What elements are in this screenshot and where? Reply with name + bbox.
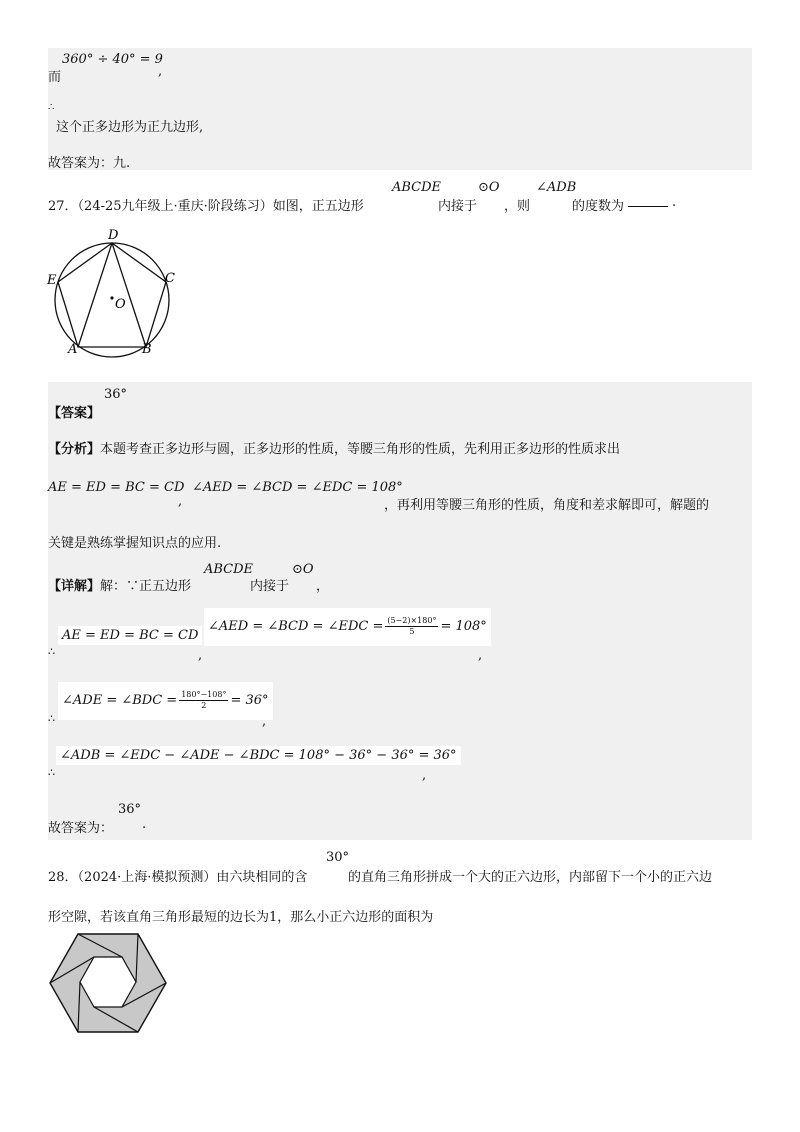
- label-e: E: [47, 273, 57, 288]
- detail-circle-o: ⊙O: [292, 562, 314, 577]
- step2-fraction: [179, 690, 228, 711]
- step1-comma: ,: [198, 648, 203, 663]
- detail-paragraph: [48, 575, 191, 594]
- answer-label: 【答案】: [48, 406, 101, 421]
- label-b: B: [142, 342, 152, 357]
- step3-comma: ,: [422, 768, 427, 783]
- segment-da: [78, 243, 112, 347]
- analysis-eq-sides: AE = ED = BC = CD: [48, 480, 185, 495]
- analysis-paragraph: [48, 438, 620, 457]
- q27-prefix: 27．（24-25九年级上·重庆·阶段练习）如图，正五边形: [48, 199, 364, 214]
- step1-numerator: (5−2)×180°: [387, 616, 437, 625]
- analysis-end: 关键是熟练掌握知识点的应用.: [48, 536, 222, 551]
- label-a: A: [68, 342, 78, 357]
- q28-prefix: 28．（2024·上海·模拟预测）由六块相同的含: [48, 870, 308, 885]
- step1-angle-formula: [204, 608, 491, 646]
- step1-end-comma: ,: [478, 648, 483, 663]
- step1-fraction: [385, 616, 438, 637]
- answer-value: 36°: [104, 387, 128, 402]
- q28-text2: 形空隙，若该直角三角形最短的边长为1，那么小正六边形的面积为: [48, 910, 434, 925]
- detail-text: 解：∵正五边形: [100, 579, 192, 594]
- hexagon-triangles-figure: [46, 930, 170, 1036]
- pentagon-abcde: [58, 243, 166, 347]
- q28-text1: 的直角三角形拼成一个大的正六边形，内部留下一个小的正六边: [348, 870, 713, 885]
- step2-formula: [58, 682, 273, 720]
- therefore-step2: ∴: [48, 712, 55, 725]
- therefore-symbol: ∴: [48, 102, 55, 113]
- label-c: C: [165, 271, 175, 286]
- detail-label: 【详解】: [48, 579, 101, 594]
- final-answer-value: 36°: [118, 802, 142, 817]
- q27-then: ，则: [504, 199, 531, 214]
- step1-pre: ∠AED = ∠BCD = ∠EDC =: [208, 619, 384, 634]
- pentagon-inscribed-circle-figure: [40, 222, 190, 362]
- step2-comma: ,: [262, 714, 267, 729]
- analysis-label: 【分析】: [48, 442, 101, 457]
- comma: ,: [158, 64, 163, 79]
- segment-db: [112, 243, 146, 347]
- q27-period: .: [672, 195, 677, 210]
- step2-post: = 36°: [230, 693, 269, 708]
- step1-denominator: 5: [409, 627, 415, 636]
- detail-comma: ，: [316, 579, 330, 594]
- center-point-o: [110, 296, 113, 299]
- label-o: O: [115, 297, 126, 312]
- analysis-continued: ，再利用等腰三角形的性质，角度和差求解即可，解题的: [384, 498, 710, 513]
- q27-answer-blank[interactable]: [628, 195, 668, 211]
- text-er: 而: [48, 70, 62, 85]
- equation-360-div-40: 360° ÷ 40° = 9: [62, 52, 163, 67]
- therefore-step1: ∴: [48, 645, 55, 658]
- step1-post: = 108°: [440, 619, 487, 634]
- detail-abcde: ABCDE: [204, 562, 254, 577]
- final-answer-label: 故答案为：: [48, 821, 114, 836]
- step1-sides: AE = ED = BC = CD: [58, 626, 202, 645]
- q27-angle-adb: ∠ADB: [536, 180, 577, 195]
- label-d: D: [108, 228, 119, 243]
- final-period: .: [142, 817, 147, 832]
- answer-line-top: 故答案为：九.: [48, 156, 131, 171]
- q28-angle: 30°: [326, 850, 350, 865]
- step2-pre: ∠ADE = ∠BDC =: [62, 693, 178, 708]
- therefore-step3: ∴: [48, 766, 55, 779]
- step3-formula: ∠ADB = ∠EDC − ∠ADE − ∠BDC = 108° − 36° − 36° = 36°: [56, 746, 461, 765]
- q27-abcde: ABCDE: [392, 180, 442, 195]
- step2-numerator: 180°−108°: [181, 690, 227, 699]
- circle-o: [55, 243, 169, 357]
- analysis-eq-angles: ∠AED = ∠BCD = ∠EDC = 108°: [192, 480, 403, 495]
- q27-circle-o: ⊙O: [478, 180, 500, 195]
- analysis-comma: ,: [178, 494, 183, 509]
- text-nonagon: 这个正多边形为正九边形,: [56, 120, 204, 135]
- q27-degree-of: 的度数为: [572, 199, 625, 214]
- step2-denominator: 2: [201, 701, 207, 710]
- q27-inscribed: 内接于: [438, 199, 478, 214]
- detail-inscribed: 内接于: [250, 579, 290, 594]
- analysis-text: 本题考查正多边形与圆，正多边形的性质，等腰三角形的性质，先利用正多边形的性质求出: [100, 442, 621, 457]
